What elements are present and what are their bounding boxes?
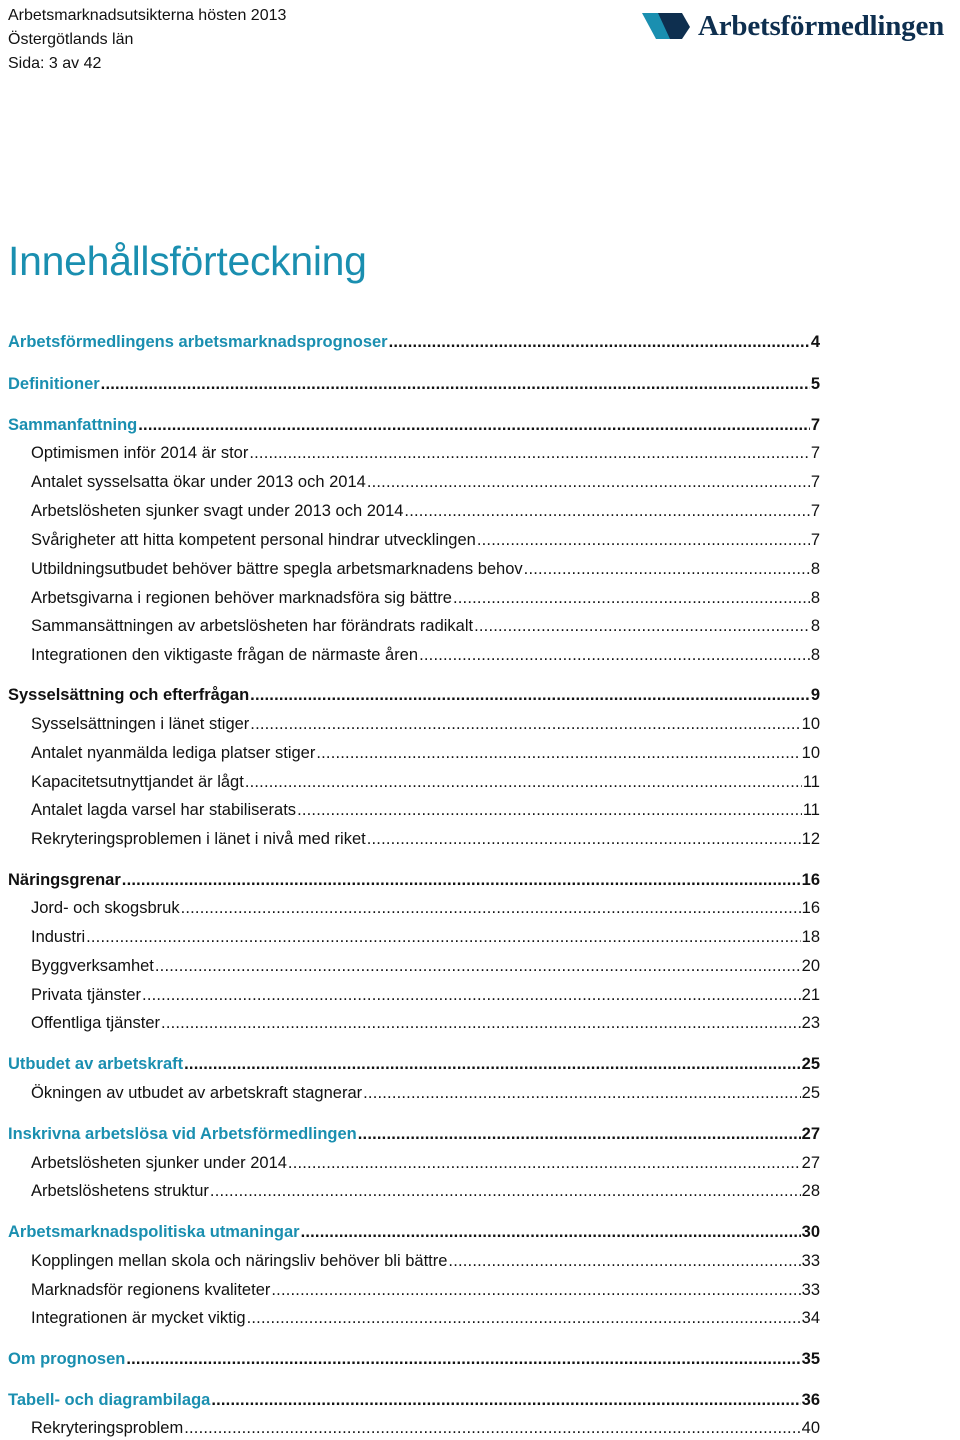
toc-dot-leader [453,586,810,610]
toc-entry-label: Arbetslösheten sjunker svagt under 2013 och 2014 [31,502,404,520]
toc-section-entry[interactable] [8,413,820,437]
toc-dot-leader [245,770,802,794]
toc-page-number: 33 [801,1252,820,1270]
toc-dot-leader [122,868,801,892]
toc-dot-leader [316,741,800,765]
region-label: Östergötlands län [8,31,134,48]
toc-entry-label: Offentliga tjänster [31,1014,161,1032]
toc-page-number: 36 [801,1391,820,1409]
toc-entry-label: Sammansättningen av arbetslösheten har förändrats radikalt [31,617,474,635]
toc-page-number: 27 [801,1154,820,1172]
toc-section-entry[interactable] [8,1347,820,1371]
toc-entry-label: Tabell- och diagrambilaga [8,1391,211,1409]
toc-page-number: 40 [801,1419,820,1437]
toc-page-number: 33 [801,1281,820,1299]
page-info: Sida: 3 av 42 [8,55,102,72]
toc-dot-leader [184,1052,801,1076]
toc-entry-label: Utbildningsutbudet behöver bättre spegla arbetsmarknadens behov [31,560,523,578]
toc-dot-leader [288,1151,801,1175]
toc-entry-label: Sammanfattning [8,416,138,434]
toc-entry-label: Arbetsgivarna i regionen behöver marknadsföra sig bättre [31,589,452,607]
toc-section-entry[interactable] [8,1388,820,1412]
toc-entry-label: Näringsgrenar [8,871,121,889]
toc-page-number: 16 [801,899,820,917]
toc-entry-label: Integrationen den viktigaste frågan de närmaste åren [31,646,419,664]
toc-page-number: 35 [801,1350,820,1368]
toc-page-number: 11 [802,801,820,819]
toc-page-number: 10 [801,744,820,762]
toc-dot-leader [142,983,801,1007]
toc-entry-label: Arbetsmarknadspolitiska utmaningar [8,1223,300,1241]
toc-dot-leader [184,1416,800,1440]
toc-page-number: 20 [801,957,820,975]
toc-dot-leader [161,1011,801,1035]
toc-dot-leader [389,330,810,354]
toc-page-number: 12 [801,830,820,848]
toc-dot-leader [297,798,802,822]
toc-section-entry[interactable] [8,868,820,892]
toc-subsection-entry[interactable] [31,499,820,523]
toc-entry-label: Antalet sysselsatta ökar under 2013 och 2014 [31,473,366,491]
toc-dot-leader [363,1081,801,1105]
toc-entry-label: Inskrivna arbetslösa vid Arbetsförmedlingen [8,1125,357,1143]
toc-page-number: 30 [801,1223,820,1241]
toc-dot-leader [250,712,800,736]
toc-dot-leader [474,614,810,638]
toc-subsection-entry[interactable] [31,1278,820,1302]
toc-dot-leader [126,1347,800,1371]
toc-subsection-entry[interactable] [31,1081,820,1105]
toc-page-number: 8 [810,589,820,607]
toc-dot-leader [301,1220,801,1244]
toc-dot-leader [138,413,810,437]
toc-entry-label: Integrationen är mycket viktig [31,1309,246,1327]
toc-subsection-entry[interactable] [31,954,820,978]
toc-entry-label: Rekryteringsproblemen i länet i nivå med riket [31,830,366,848]
toc-subsection-entry[interactable] [31,441,820,465]
toc-entry-label: Arbetslöshetens struktur [31,1182,209,1200]
toc-dot-leader [477,528,810,552]
toc-section-entry[interactable] [8,372,820,396]
toc-page-number: 8 [810,646,820,664]
toc-entry-label: Antalet nyanmälda lediga platser stiger [31,744,316,762]
toc-subsection-entry[interactable] [31,614,820,638]
toc-page-number: 4 [810,333,820,351]
toc-dot-leader [211,1388,800,1412]
toc-page-number: 8 [810,560,820,578]
toc-dot-leader [448,1249,800,1273]
toc-subsection-entry[interactable] [31,1151,820,1175]
toc-entry-label: Arbetslösheten sjunker under 2014 [31,1154,287,1172]
toc-section-entry[interactable] [8,683,820,707]
toc-entry-label: Optimismen inför 2014 är stor [31,444,249,462]
page-title: Innehållsförteckning [8,238,367,284]
toc-dot-leader [101,372,810,396]
toc-entry-label: Privata tjänster [31,986,142,1004]
toc-page-number: 7 [810,473,820,491]
toc-subsection-entry[interactable] [31,770,820,794]
toc-page-number: 7 [810,444,820,462]
toc-page-number: 18 [801,928,820,946]
toc-subsection-entry[interactable] [31,1011,820,1035]
toc-section-entry[interactable] [8,330,820,354]
toc-entry-label: Rekryteringsproblem [31,1419,184,1437]
toc-dot-leader [271,1278,800,1302]
toc-page-number: 25 [801,1084,820,1102]
toc-entry-label: Utbudet av arbetskraft [8,1055,184,1073]
toc-dot-leader [247,1306,801,1330]
toc-subsection-entry[interactable] [31,470,820,494]
toc-entry-label: Sysselsättning och efterfrågan [8,686,250,704]
toc-subsection-entry[interactable] [31,741,820,765]
toc-subsection-entry[interactable] [31,528,820,552]
toc-dot-leader [155,954,801,978]
logo-wordmark: Arbetsförmedlingen [698,9,945,42]
toc-entry-label: Marknadsför regionens kvaliteter [31,1281,271,1299]
toc-subsection-entry[interactable] [31,925,820,949]
toc-page-number: 9 [810,686,820,704]
toc-subsection-entry[interactable] [31,712,820,736]
toc-page-number: 25 [801,1055,820,1073]
toc-dot-leader [86,925,801,949]
toc-entry-label: Byggverksamhet [31,957,154,975]
toc-entry-label: Ökningen av utbudet av arbetskraft stagnerar [31,1084,363,1102]
toc-subsection-entry[interactable] [31,586,820,610]
toc-dot-leader [210,1179,801,1203]
toc-subsection-entry[interactable] [31,827,820,851]
toc-entry-label: Om prognosen [8,1350,126,1368]
toc-subsection-entry[interactable] [31,557,820,581]
toc-page-number: 21 [801,986,820,1004]
toc-dot-leader [249,441,809,465]
toc-subsection-entry[interactable] [31,1416,820,1440]
toc-entry-label: Svårigheter att hitta kompetent personal hindrar utvecklingen [31,531,476,549]
toc-entry-label: Definitioner [8,375,100,393]
toc-dot-leader [419,643,810,667]
toc-subsection-entry[interactable] [31,1306,820,1330]
toc-page-number: 8 [810,617,820,635]
toc-section-entry[interactable] [8,1122,820,1146]
toc-subsection-entry[interactable] [31,1179,820,1203]
toc-section-entry[interactable] [8,1220,820,1244]
toc-dot-leader [367,827,801,851]
toc-page-number: 7 [810,531,820,549]
toc-entry-label: Arbetsförmedlingens arbetsmarknadsprognoser [8,333,388,351]
toc-page-number: 10 [801,715,820,733]
toc-dot-leader [358,1122,801,1146]
toc-page-number: 7 [810,416,820,434]
toc-subsection-entry[interactable] [31,896,820,920]
toc-dot-leader [367,470,810,494]
toc-dot-leader [404,499,809,523]
toc-dot-leader [181,896,801,920]
toc-subsection-entry[interactable] [31,643,820,667]
toc-page-number: 28 [801,1182,820,1200]
toc-subsection-entry[interactable] [31,1249,820,1273]
toc-entry-label: Kopplingen mellan skola och näringsliv behöver bli bättre [31,1252,448,1270]
toc-entry-label: Antalet lagda varsel har stabiliserats [31,801,297,819]
toc-page-number: 16 [801,871,820,889]
toc-entry-label: Sysselsättningen i länet stiger [31,715,250,733]
toc-page-number: 27 [801,1125,820,1143]
toc-entry-label: Kapacitetsutnyttjandet är lågt [31,773,244,791]
toc-dot-leader [250,683,810,707]
report-title: Arbetsmarknadsutsikterna hösten 2013 [8,7,287,24]
toc-entry-label: Jord- och skogsbruk [31,899,180,917]
toc-dot-leader [524,557,810,581]
toc-page-number: 23 [801,1014,820,1032]
toc-page-number: 34 [801,1309,820,1327]
toc-subsection-entry[interactable] [31,983,820,1007]
toc-page-number: 7 [810,502,820,520]
toc-entry-label: Industri [31,928,86,946]
toc-page-number: 11 [802,773,820,791]
toc-subsection-entry[interactable] [31,798,820,822]
toc-section-entry[interactable] [8,1052,820,1076]
toc-page-number: 5 [810,375,820,393]
